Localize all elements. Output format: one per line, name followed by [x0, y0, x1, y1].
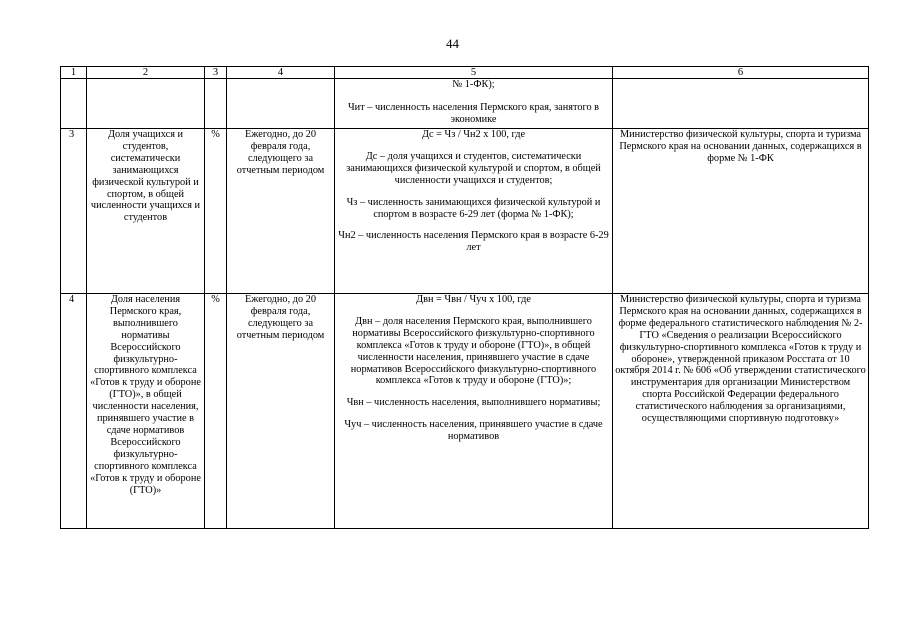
row-number: 4 [61, 294, 87, 529]
header-cell: 1 [61, 67, 87, 79]
formula-cell [335, 294, 613, 529]
indicator-name: Доля учащихся и студентов, систематически занимающихся физической культурой и спортом, в общей численности учащихся и студентов [87, 129, 205, 294]
indicators-table [60, 66, 869, 529]
formula-text: № 1-ФК); [452, 79, 495, 90]
page-number: 44 [446, 36, 459, 51]
formula-text: Чуч – численность населения, принявшего участие в сдаче нормативов [344, 419, 603, 443]
source-cell: Министерство физической культуры, спорта и туризма Пермского края на основании данных, содержащихся в форме № 1-ФК [613, 129, 869, 294]
formula-text: Чз – численность занимающихся физической культурой и спортом в возрасте 6-29 лет (форма № 1-ФК); [346, 196, 601, 220]
source-cell: Министерство физической культуры, спорта и туризма Пермского края на основании данных, содержащихся в форме федерального статистического наблюдения № 2-ГТО «Сведения о реализации Всероссийского физкультурно-спортивного комплекса «Готов к труду и обороне», утвержденной приказом Росстата от 10 октября 2014 г. № 606 «Об утверждении статистического инструментария для организации Министерством спорта Российской Федерации федерального статистического наблюдения за организациями, осуществляющими спортивную подготовку» [613, 294, 869, 529]
header-row [61, 67, 869, 79]
formula-text: Чвн – численность населения, выполнившего нормативы; [346, 397, 601, 409]
unit-cell: % [205, 129, 227, 294]
table-row [61, 129, 869, 294]
header-cell: 5 [335, 67, 613, 79]
period-cell: Ежегодно, до 20 февраля года, следующего за отчетным периодом [227, 294, 335, 529]
formula-text: Чн2 – численность населения Пермского края в возрасте 6-29 лет [338, 230, 609, 254]
formula-text: Дс – доля учащихся и студентов, систематически занимающихся физической культурой и спортом, в общей численности учащихся и студентов; [346, 150, 601, 186]
formula-text: Чит – численность населения Пермского края, занятого в экономике [347, 101, 600, 125]
period-cell: Ежегодно, до 20 февраля года, следующего за отчетным периодом [227, 129, 335, 294]
formula-text: Дс = Чз / Чн2 х 100, где [421, 129, 526, 140]
header-cell: 2 [87, 67, 205, 79]
unit-cell: % [205, 294, 227, 529]
header-cell: 4 [227, 67, 335, 79]
formula-text: Двн – доля населения Пермского края, выполнившего нормативы Всероссийского физкультурно-спортивного комплекса «Готов к труду и обороне (ГТО)», в общей численности населения, принявшего участие в сдаче нормативов Всероссийского физкультурно-спортивного комплекса «Готов к труду и обороне (ГТО)»; [350, 315, 597, 387]
header-cell: 6 [613, 67, 869, 79]
continuation-row [61, 79, 869, 129]
formula-cell [335, 79, 613, 129]
indicator-name: Доля населения Пермского края, выполнившего нормативы Всероссийского физкультурно-спортивного комплекса «Готов к труду и обороне (ГТО)», в общей численности населения, принявшего участие в сдаче нормативов Всероссийского физкультурно-спортивного комплекса «Готов к труду и обороне (ГТО)» [87, 294, 205, 529]
formula-text: Двн = Чвн / Чуч х 100, где [416, 294, 531, 305]
row-number: 3 [61, 129, 87, 294]
formula-cell [335, 129, 613, 294]
header-cell: 3 [205, 67, 227, 79]
table-row [61, 294, 869, 529]
